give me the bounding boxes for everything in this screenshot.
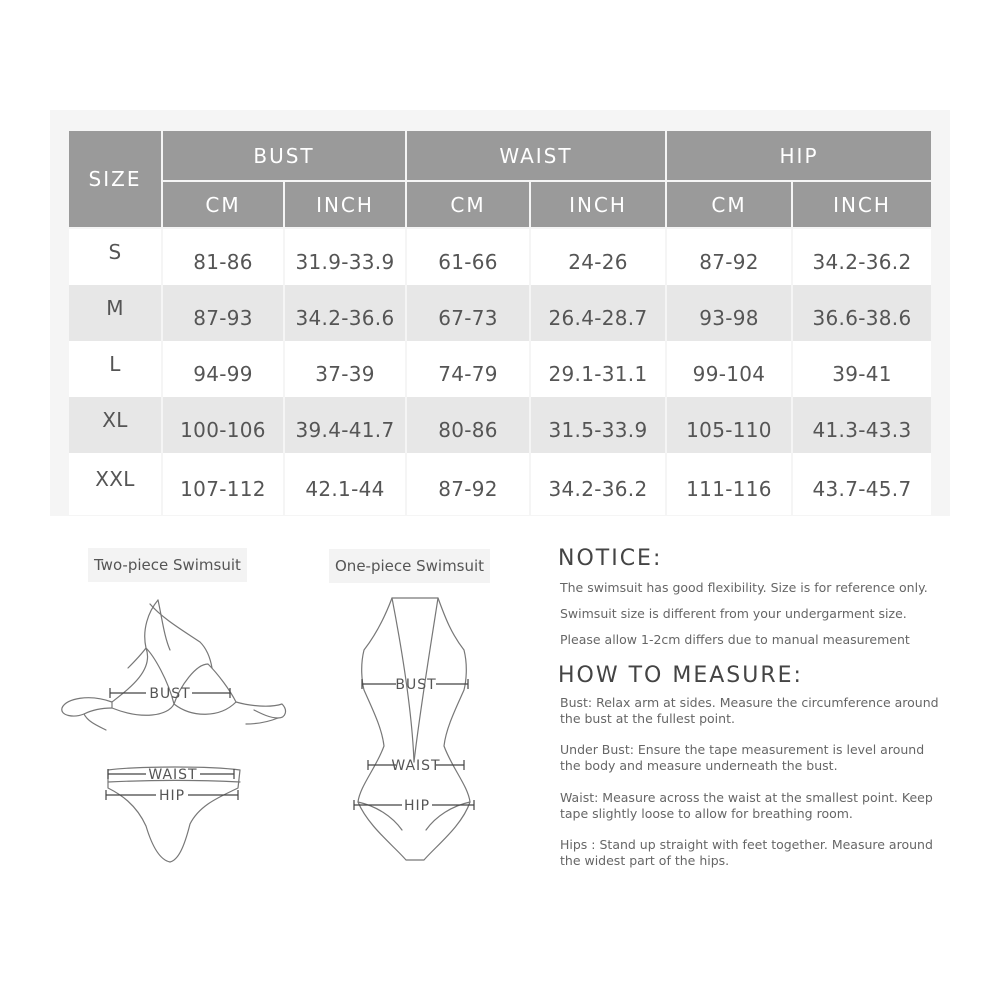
hip-group-header: HIP bbox=[667, 131, 931, 182]
notice-line: The swimsuit has good flexibility. Size is for reference only. bbox=[560, 580, 928, 595]
two-piece-hip-label: HIP bbox=[158, 788, 186, 804]
table-cell: 94-99 bbox=[163, 341, 285, 397]
one-piece-hip-label: HIP bbox=[403, 798, 431, 814]
size-cell: S bbox=[69, 229, 163, 285]
table-cell: 39-41 bbox=[793, 341, 931, 397]
two-piece-waist-label: WAIST bbox=[148, 767, 198, 783]
table-cell: 24-26 bbox=[531, 229, 667, 285]
one-piece-bust-label: BUST bbox=[395, 677, 437, 693]
notice-line: Swimsuit size is different from your undergarment size. bbox=[560, 606, 907, 621]
measure-instruction-bust: Bust: Relax arm at sides. Measure the circumference around the bust at the fullest point. bbox=[560, 695, 939, 726]
table-cell: 34.2-36.2 bbox=[531, 453, 667, 515]
measure-instruction-hips: Hips : Stand up straight with feet together. Measure around the widest part of the hips. bbox=[560, 837, 933, 868]
notice-line: Please allow 1-2cm differs due to manual measurement bbox=[560, 632, 910, 647]
bust-group-header: BUST bbox=[163, 131, 407, 182]
table-cell: 31.9-33.9 bbox=[285, 229, 407, 285]
unit-header: INCH bbox=[531, 182, 667, 229]
table-cell: 93-98 bbox=[667, 285, 793, 341]
table-cell: 36.6-38.6 bbox=[793, 285, 931, 341]
waist-group-header: WAIST bbox=[407, 131, 667, 182]
table-cell: 80-86 bbox=[407, 397, 531, 453]
one-piece-waist-label: WAIST bbox=[391, 758, 441, 774]
table-cell: 29.1-31.1 bbox=[531, 341, 667, 397]
unit-header: INCH bbox=[285, 182, 407, 229]
table-cell: 105-110 bbox=[667, 397, 793, 453]
two-piece-swimsuit-illustration bbox=[50, 590, 300, 880]
table-cell: 74-79 bbox=[407, 341, 531, 397]
table-cell: 111-116 bbox=[667, 453, 793, 515]
table-unit-header-row bbox=[69, 182, 931, 229]
table-cell: 67-73 bbox=[407, 285, 531, 341]
unit-header: CM bbox=[667, 182, 793, 229]
notice-heading: NOTICE: bbox=[558, 546, 663, 571]
size-column-header: SIZE bbox=[69, 131, 163, 229]
table-cell: 87-92 bbox=[407, 453, 531, 515]
measure-instruction-under-bust: Under Bust: Ensure the tape measurement is level around the body and measure underneath the bust. bbox=[560, 742, 925, 773]
table-row bbox=[69, 285, 931, 341]
unit-header: CM bbox=[163, 182, 285, 229]
size-chart-table bbox=[69, 131, 931, 515]
table-cell: 87-92 bbox=[667, 229, 793, 285]
one-piece-caption: One-piece Swimsuit bbox=[329, 549, 490, 583]
table-cell: 37-39 bbox=[285, 341, 407, 397]
table-cell: 39.4-41.7 bbox=[285, 397, 407, 453]
table-row bbox=[69, 341, 931, 397]
unit-header: INCH bbox=[793, 182, 931, 229]
table-cell: 41.3-43.3 bbox=[793, 397, 931, 453]
table-row bbox=[69, 229, 931, 285]
table-cell: 100-106 bbox=[163, 397, 285, 453]
table-cell: 43.7-45.7 bbox=[793, 453, 931, 515]
size-cell: M bbox=[69, 285, 163, 341]
table-cell: 99-104 bbox=[667, 341, 793, 397]
table-cell: 31.5-33.9 bbox=[531, 397, 667, 453]
one-piece-swimsuit-illustration bbox=[340, 590, 490, 870]
table-cell: 81-86 bbox=[163, 229, 285, 285]
table-cell: 61-66 bbox=[407, 229, 531, 285]
table-group-header-row bbox=[69, 131, 931, 182]
table-cell: 87-93 bbox=[163, 285, 285, 341]
how-to-measure-heading: HOW TO MEASURE: bbox=[558, 663, 803, 688]
table-cell: 26.4-28.7 bbox=[531, 285, 667, 341]
size-cell: XXL bbox=[69, 453, 163, 515]
two-piece-bust-label: BUST bbox=[149, 686, 191, 702]
two-piece-caption: Two-piece Swimsuit bbox=[88, 548, 247, 582]
table-cell: 107-112 bbox=[163, 453, 285, 515]
size-cell: L bbox=[69, 341, 163, 397]
size-cell: XL bbox=[69, 397, 163, 453]
table-row bbox=[69, 453, 931, 515]
table-cell: 34.2-36.2 bbox=[793, 229, 931, 285]
table-row bbox=[69, 397, 931, 453]
table-cell: 42.1-44 bbox=[285, 453, 407, 515]
table-cell: 34.2-36.6 bbox=[285, 285, 407, 341]
measure-instruction-waist: Waist: Measure across the waist at the smallest point. Keep tape slightly loose to allow for breathing room. bbox=[560, 790, 933, 821]
unit-header: CM bbox=[407, 182, 531, 229]
